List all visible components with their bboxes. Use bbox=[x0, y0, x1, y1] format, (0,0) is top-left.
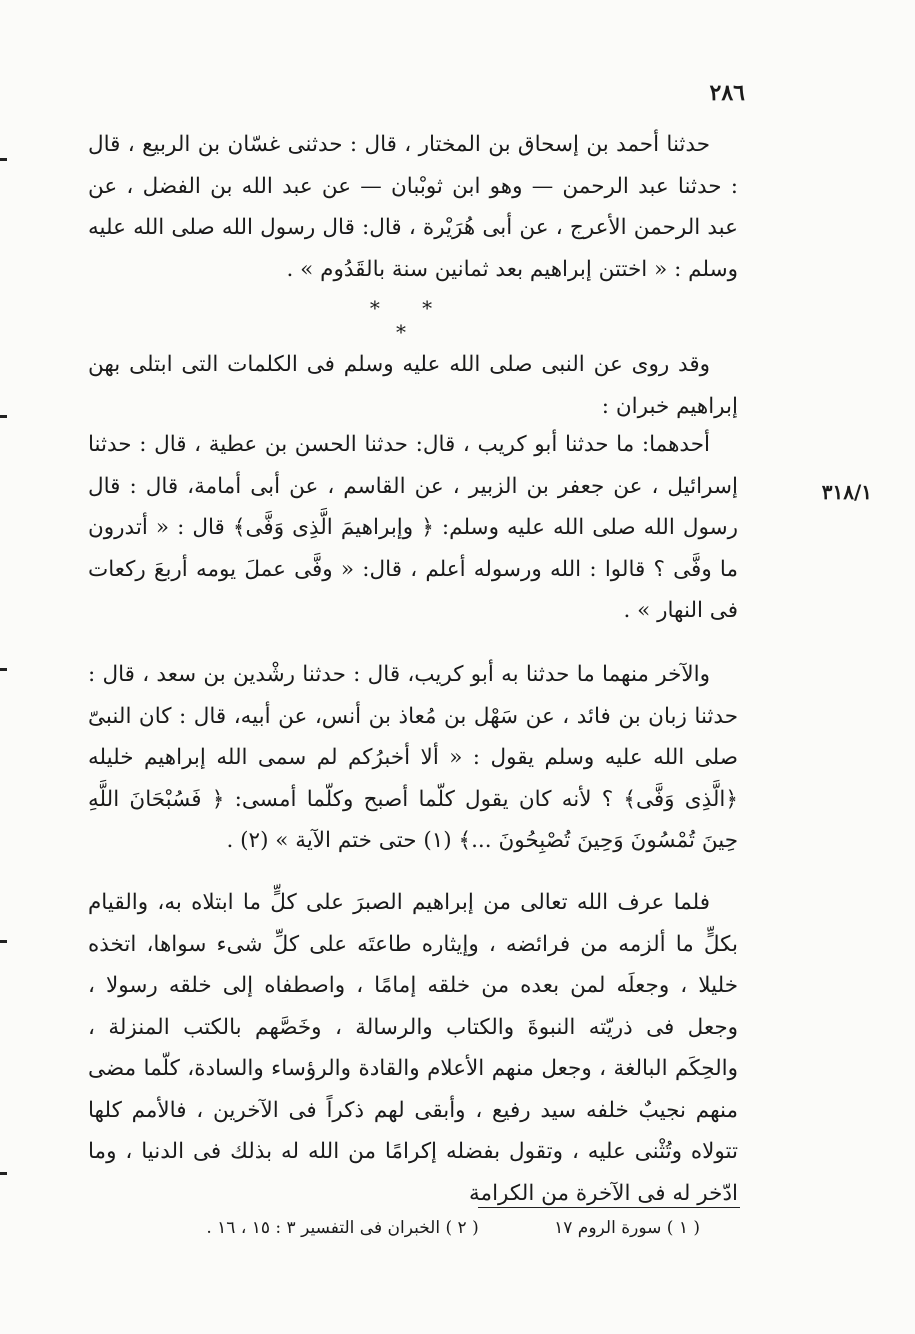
paragraph-1 bbox=[88, 124, 738, 290]
paragraph-5-text: فلما عرف الله تعالى من إبراهيم الصبرَ على كلٍّ ما ابتلاه به، والقيام بكلٍّ ما ألزمه من فرائضه ، وإيثاره طاعتَه على كلِّ شىء سواها، اتخذه خليلا ، وجعلَه لمن بعده من خلقه إمامًا ، واصطفاه إلى خلقه رسولا ، وجعل فى ذريّته النبوةَ والكتاب والرسالة ، وخَصَّهم بالكتب المنزلة ، والحِكَم البالغة ، وجعل منهم الأعلام والقادة والرؤساء والسادة، كلّما مضى منهم نجيبٌ خلفه سيد رفيع ، وأبقى لهم ذكراً فى الآخرين ، فالأمم كلها تتولاه وتُثْنى عليه ، وتقول بفضله إكرامًا من الله له بذلك فى الدنيا ، وما ادّخر له فى الآخرة من الكرامة bbox=[88, 890, 738, 1206]
scan-edge-mark bbox=[0, 415, 7, 418]
scan-edge-mark bbox=[0, 668, 7, 671]
paragraph-1-text: حدثنا أحمد بن إسحاق بن المختار ، قال : حدثنى غسّان بن الربيع ، قال : حدثنا عبد الرحمن — وهو ابن ثوبْبان — عن عبد الله بن الفضل ، عن عبد الرحمن الأعرج ، عن أبى هُرَيْرة ، قال: قال رسول الله صلى الله عليه وسلم : « اختتن إبراهيم بعد ثمانين سنة بالقَدُوم » . bbox=[88, 132, 738, 282]
paragraph-2-text: وقد روى عن النبى صلى الله عليه وسلم فى الكلمات التى ابتلى بهن إبراهيم خبران : bbox=[88, 352, 738, 419]
paragraph-4-text: والآخر منهما ما حدثنا به أبو كريب، قال : حدثنا رشْدين بن سعد ، قال : حدثنا زبان بن فائد ، عن سَهْل بن مُعاذ بن أنس، عن أبيه، قال : كان النبىّ صلى الله عليه وسلم يقول : « ألا أخبرُكم لم سمى الله إبراهيم خليله ﴿الَّذِى وَفَّى﴾ ؟ لأنه كان يقول كلّما أصبح وكلّما أمسى: ﴿ فَسُبْحَانَ اللَّهِ حِينَ تُمْسُونَ وَحِينَ تُصْبِحُونَ ...﴾ (١) حتى ختم الآية » (٢) . bbox=[88, 662, 738, 853]
footnotes bbox=[140, 1218, 700, 1238]
scan-edge-mark bbox=[0, 1172, 7, 1175]
scan-edge-mark bbox=[0, 940, 7, 943]
footnote-1: ( ١ ) سورة الروم ١٧ bbox=[554, 1218, 700, 1238]
paragraph-5 bbox=[88, 882, 738, 1214]
paragraph-3-text: أحدهما: ما حدثنا أبو كريب ، قال: حدثنا الحسن بن عطية ، قال : حدثنا إسرائيل ، عن جعفر بن الزبير ، عن القاسم ، عن أبى أمامة، قال : قال رسول الله صلى الله عليه وسلم: ﴿ وإبراهيمَ الَّذِى وَفَّى﴾ قال : « أتدرون ما وفَّى ؟ قالوا : الله ورسوله أعلم ، قال: « وفَّى عملَ يومه أربعَ ركعات فى النهار » . bbox=[88, 432, 738, 623]
footnote-2: ( ٢ ) الخبران فى التفسير ٣ : ١٥ ، ١٦ . bbox=[206, 1218, 479, 1238]
page-number: ٢٨٦ bbox=[709, 80, 745, 106]
paragraph-3 bbox=[88, 424, 738, 632]
footnote-divider bbox=[478, 1207, 740, 1208]
margin-reference: ٣١٨/١ bbox=[821, 480, 872, 504]
scan-edge-mark bbox=[0, 158, 7, 161]
section-separator: * * * bbox=[369, 296, 451, 344]
paragraph-2 bbox=[88, 344, 738, 427]
paragraph-4 bbox=[88, 654, 738, 862]
